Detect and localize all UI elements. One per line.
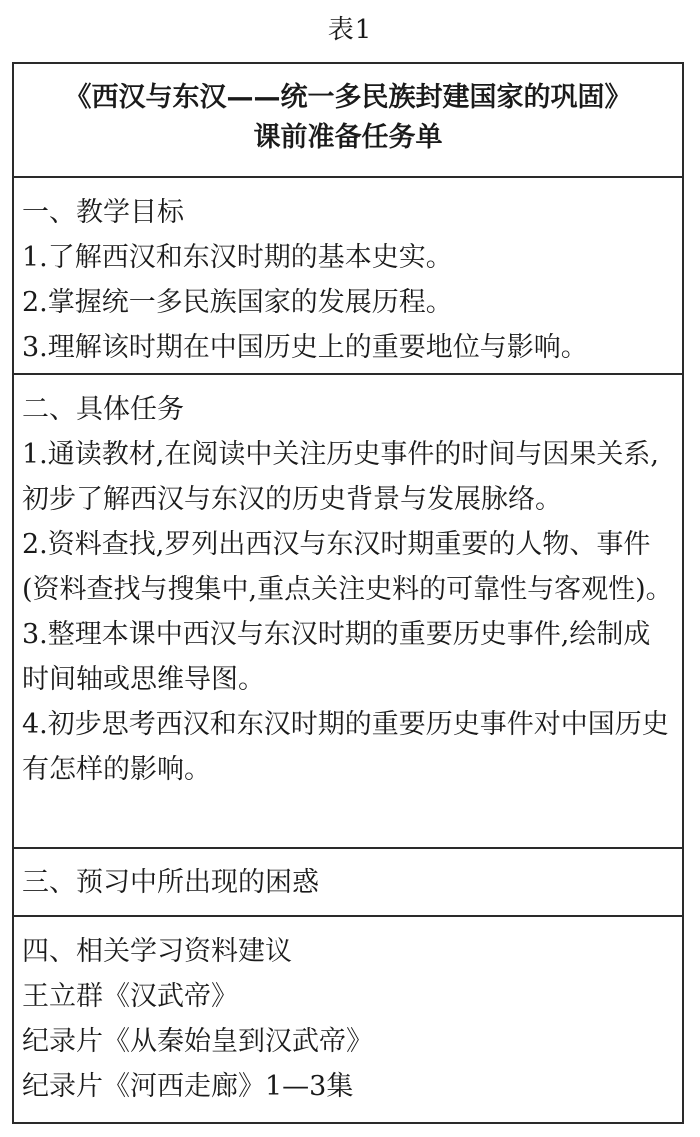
sheet-title-line2: 课前准备任务单 [253, 122, 443, 153]
section-teaching-goals [14, 176, 682, 373]
section-heading: 二、具体任务 [22, 394, 184, 425]
material-item: 王立群《汉武帝》 [22, 981, 238, 1012]
task-sheet-table [12, 62, 684, 1124]
task-item: 4.初步思考西汉和东汉时期的重要历史事件对中国历史有怎样的影响。 [22, 709, 669, 785]
section-recommended-materials [14, 915, 682, 1122]
goal-item: 3.理解该时期在中国历史上的重要地位与影响。 [22, 332, 588, 363]
section-heading: 四、相关学习资料建议 [22, 936, 292, 967]
task-item: 3.整理本课中西汉与东汉时期的重要历史事件,绘制成时间轴或思维导图。 [22, 619, 651, 695]
task-item: 1.通读教材,在阅读中关注历史事件的时间与因果关系,初步了解西汉与东汉的历史背景与发展脉络。 [22, 439, 659, 515]
goal-item: 1.了解西汉和东汉时期的基本史实。 [22, 242, 453, 273]
section-confusions [14, 847, 682, 915]
material-item: 纪录片《从秦始皇到汉武帝》 [22, 1026, 373, 1057]
sheet-title-block [14, 64, 682, 176]
table-caption: 表1 [327, 15, 373, 45]
section-heading: 一、教学目标 [22, 197, 184, 228]
goal-item: 2.掌握统一多民族国家的发展历程。 [22, 287, 453, 318]
task-item: 2.资料查找,罗列出西汉与东汉时期重要的人物、事件(资料查找与搜集中,重点关注史料的可靠性与客观性)。 [22, 529, 673, 605]
section-specific-tasks [14, 373, 682, 847]
section-heading: 三、预习中所出现的困惑 [22, 867, 319, 898]
sheet-title-line1: 《西汉与东汉——统一多民族封建国家的巩固》 [64, 82, 632, 113]
material-item: 纪录片《河西走廊》1—3集 [22, 1071, 354, 1102]
